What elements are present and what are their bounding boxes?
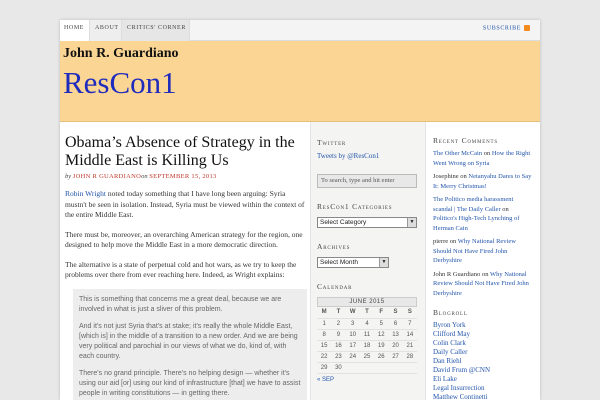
chevron-down-icon: ▼ bbox=[407, 218, 416, 227]
calendar-day-cell: 20 bbox=[388, 340, 402, 351]
subscribe-label: SUBSCRIBE bbox=[482, 25, 521, 32]
calendar-caption: JUNE 2015 bbox=[317, 297, 417, 307]
quote-paragraph: This is something that concerns me a great deal, because we are involved in what is just a sliver of this problem. bbox=[79, 295, 282, 313]
calendar-day-cell: 14 bbox=[403, 329, 417, 340]
calendar-day-cell: 27 bbox=[388, 351, 402, 362]
robin-wright-link[interactable]: Robin Wright bbox=[65, 189, 107, 198]
categories-widget-title: ResCon1 Categories bbox=[317, 202, 393, 211]
post-paragraph: There must be, moreover, an overarching American strategy for the region, one designed to help move the Middle East in a more democratic direction. bbox=[65, 229, 303, 249]
comment-on-text: on bbox=[482, 150, 492, 157]
post-paragraph: The alternative is a state of perpetual cold and hot wars, as we try to keep the problems over there from ever reaching here. Indeed, as Wright explains: bbox=[65, 259, 297, 279]
comment-author: pierre bbox=[433, 238, 449, 245]
recent-comment-item bbox=[433, 195, 534, 233]
nav-home-link[interactable]: HOME bbox=[60, 20, 90, 41]
post-paragraph bbox=[65, 189, 305, 221]
calendar-body bbox=[317, 318, 417, 373]
site-header bbox=[60, 41, 540, 122]
paragraph-text: noted today something that I have long been arguing: Syria mustn't be seen in isolation. Instead, Syria must be viewed within the context of the entire Middle East. bbox=[65, 189, 305, 219]
calendar-day-cell: 5 bbox=[374, 318, 388, 329]
nav-critics-corner-link[interactable]: CRITICS' CORNER bbox=[122, 20, 190, 41]
calendar-day-cell: 1 bbox=[317, 318, 331, 329]
nav-about-link[interactable]: ABOUT bbox=[90, 20, 122, 41]
blogroll-link[interactable]: Colin Clark bbox=[433, 339, 466, 347]
calendar-day-cell: 3 bbox=[346, 318, 360, 329]
calendar-prev-month-link[interactable]: « SEP bbox=[317, 376, 335, 383]
blogroll-title: Blogroll bbox=[433, 308, 468, 317]
blogroll-link[interactable]: Eli Lake bbox=[433, 375, 457, 383]
calendar-day-cell: 18 bbox=[360, 340, 374, 351]
twitter-feed-link[interactable]: Tweets by @ResCon1 bbox=[317, 152, 380, 160]
byline-on: on bbox=[141, 173, 148, 180]
top-navigation bbox=[60, 20, 540, 41]
calendar-day-cell: 24 bbox=[346, 351, 360, 362]
comment-on-text: on bbox=[448, 238, 458, 245]
twitter-widget-title: Twitter bbox=[317, 138, 347, 147]
post-date: SEPTEMBER 15, 2013 bbox=[149, 173, 217, 180]
calendar-day-cell bbox=[360, 362, 374, 373]
calendar-day-cell: 17 bbox=[346, 340, 360, 351]
calendar-day-cell bbox=[403, 362, 417, 373]
archives-widget-title: Archives bbox=[317, 242, 351, 251]
archives-select[interactable] bbox=[317, 257, 389, 268]
calendar-day-cell: 30 bbox=[331, 362, 345, 373]
blockquote bbox=[73, 289, 307, 400]
category-select[interactable] bbox=[317, 217, 417, 228]
comment-author-link[interactable]: The Other McCain bbox=[433, 150, 483, 157]
comment-author: Josephine bbox=[433, 173, 459, 180]
calendar-day-cell: 26 bbox=[374, 351, 388, 362]
calendar-day-cell: 12 bbox=[374, 329, 388, 340]
comment-on-text: on bbox=[480, 270, 490, 278]
post-title[interactable]: Obama’s Absence of Strategy in the Middle East is Killing Us bbox=[65, 134, 295, 169]
archives-select-value: Select Month bbox=[320, 259, 358, 266]
calendar-day-cell bbox=[346, 362, 360, 373]
recent-comments-title: Recent Comments bbox=[433, 136, 498, 145]
calendar-day-header: S bbox=[388, 307, 402, 318]
subscribe-link[interactable] bbox=[483, 25, 530, 31]
calendar-day-cell: 2 bbox=[331, 318, 345, 329]
calendar-week-row bbox=[317, 351, 417, 362]
search-input[interactable]: To search, type and hit enter bbox=[317, 174, 417, 188]
blogroll-link[interactable]: Matthew Continetti bbox=[433, 393, 488, 400]
chevron-down-icon: ▼ bbox=[379, 258, 388, 267]
calendar-day-header: W bbox=[346, 307, 360, 318]
calendar-week-row bbox=[317, 318, 417, 329]
calendar-day-header: T bbox=[331, 307, 345, 318]
comment-post-link[interactable]: How the Right Went Wrong on Syria bbox=[433, 150, 531, 167]
calendar-day-cell: 13 bbox=[388, 329, 402, 340]
comment-post-link[interactable]: Why National Review Should Not Have Fired John Derbyshire bbox=[433, 238, 516, 264]
comment-post-link[interactable]: Netanyahu Dares to Say It: Merry Christmas! bbox=[433, 173, 532, 190]
calendar-day-cell: 23 bbox=[331, 351, 345, 362]
byline-author-link[interactable]: JOHN R GUARDIANO bbox=[72, 173, 142, 180]
recent-comment-item bbox=[433, 237, 534, 266]
calendar-week-row bbox=[317, 340, 417, 351]
quote-paragraph: There's no grand principle. There's no helping design — whether it's using our aid [or] using our kind of infrastructure [that] we have to assist people in writing constitutions — in getting there. bbox=[79, 369, 301, 397]
calendar-day-cell: 25 bbox=[360, 351, 374, 362]
comment-post-link[interactable]: Why National Review Should Not Have Fired John Derbyshire bbox=[433, 270, 529, 297]
recent-comment-item bbox=[433, 149, 534, 168]
calendar-day-header: T bbox=[360, 307, 374, 318]
quote-paragraph: And it's not just Syria that's at stake; it's really the whole Middle East, [which is] in the middle of a transition to a new order. And we are being very political and parochial in our views of what we do, kind of, with each country. bbox=[79, 322, 298, 360]
comment-on-text: on bbox=[500, 205, 509, 213]
calendar-week-row bbox=[317, 362, 417, 373]
recent-comment-item bbox=[433, 270, 534, 299]
middle-sidebar bbox=[310, 122, 426, 400]
blogroll-link[interactable]: Daily Caller bbox=[433, 348, 468, 356]
byline-by: by bbox=[65, 173, 72, 180]
rss-icon bbox=[524, 25, 530, 31]
site-author-name: John R. Guardiano bbox=[63, 46, 179, 61]
comment-author-link[interactable]: The Politico media harassment scandal | The Daily Caller bbox=[433, 196, 514, 213]
calendar-week-row bbox=[317, 329, 417, 340]
site-title-link[interactable]: ResCon1 bbox=[63, 65, 177, 100]
calendar-day-header: S bbox=[403, 307, 417, 318]
comment-post-link[interactable]: Politico's High-Tech Lynching of Herman Cain bbox=[433, 215, 520, 232]
recent-comments-list bbox=[433, 149, 534, 298]
blogroll-link[interactable]: Dan Riehl bbox=[433, 357, 462, 365]
calendar-day-header: F bbox=[374, 307, 388, 318]
page-wrapper bbox=[60, 20, 540, 400]
calendar-day-cell: 28 bbox=[403, 351, 417, 362]
calendar-day-cell: 29 bbox=[317, 362, 331, 373]
calendar-day-cell: 21 bbox=[403, 340, 417, 351]
calendar-table bbox=[317, 297, 417, 374]
calendar-day-cell: 8 bbox=[317, 329, 331, 340]
recent-comment-item bbox=[433, 172, 534, 191]
category-select-value: Select Category bbox=[320, 219, 367, 226]
calendar-day-header-row bbox=[317, 307, 417, 318]
comment-on-text: on bbox=[458, 173, 469, 180]
calendar-day-cell: 15 bbox=[317, 340, 331, 351]
calendar-day-cell: 19 bbox=[374, 340, 388, 351]
blogroll-link[interactable]: Clifford May bbox=[433, 330, 471, 338]
calendar-day-cell: 6 bbox=[388, 318, 402, 329]
calendar-day-cell: 22 bbox=[317, 351, 331, 362]
calendar-day-cell bbox=[388, 362, 402, 373]
calendar-day-cell: 10 bbox=[346, 329, 360, 340]
blogroll-link[interactable]: Byron York bbox=[433, 321, 466, 329]
blogroll-link[interactable]: David Frum @CNN bbox=[433, 366, 491, 374]
calendar-day-cell: 4 bbox=[360, 318, 374, 329]
right-sidebar bbox=[427, 122, 540, 400]
calendar-day-cell bbox=[374, 362, 388, 373]
calendar-day-cell: 16 bbox=[331, 340, 345, 351]
calendar-day-cell: 11 bbox=[360, 329, 374, 340]
post-byline bbox=[65, 173, 305, 180]
main-content bbox=[60, 122, 310, 400]
calendar-day-cell: 9 bbox=[331, 329, 345, 340]
comment-author: John R Guardiano bbox=[433, 270, 481, 278]
calendar-day-cell: 7 bbox=[403, 318, 417, 329]
calendar-day-header: M bbox=[317, 307, 331, 318]
blogroll-list bbox=[433, 321, 534, 400]
blogroll-link[interactable]: Legal Insurrection bbox=[433, 384, 485, 392]
calendar-widget-title: Calendar bbox=[317, 282, 353, 291]
